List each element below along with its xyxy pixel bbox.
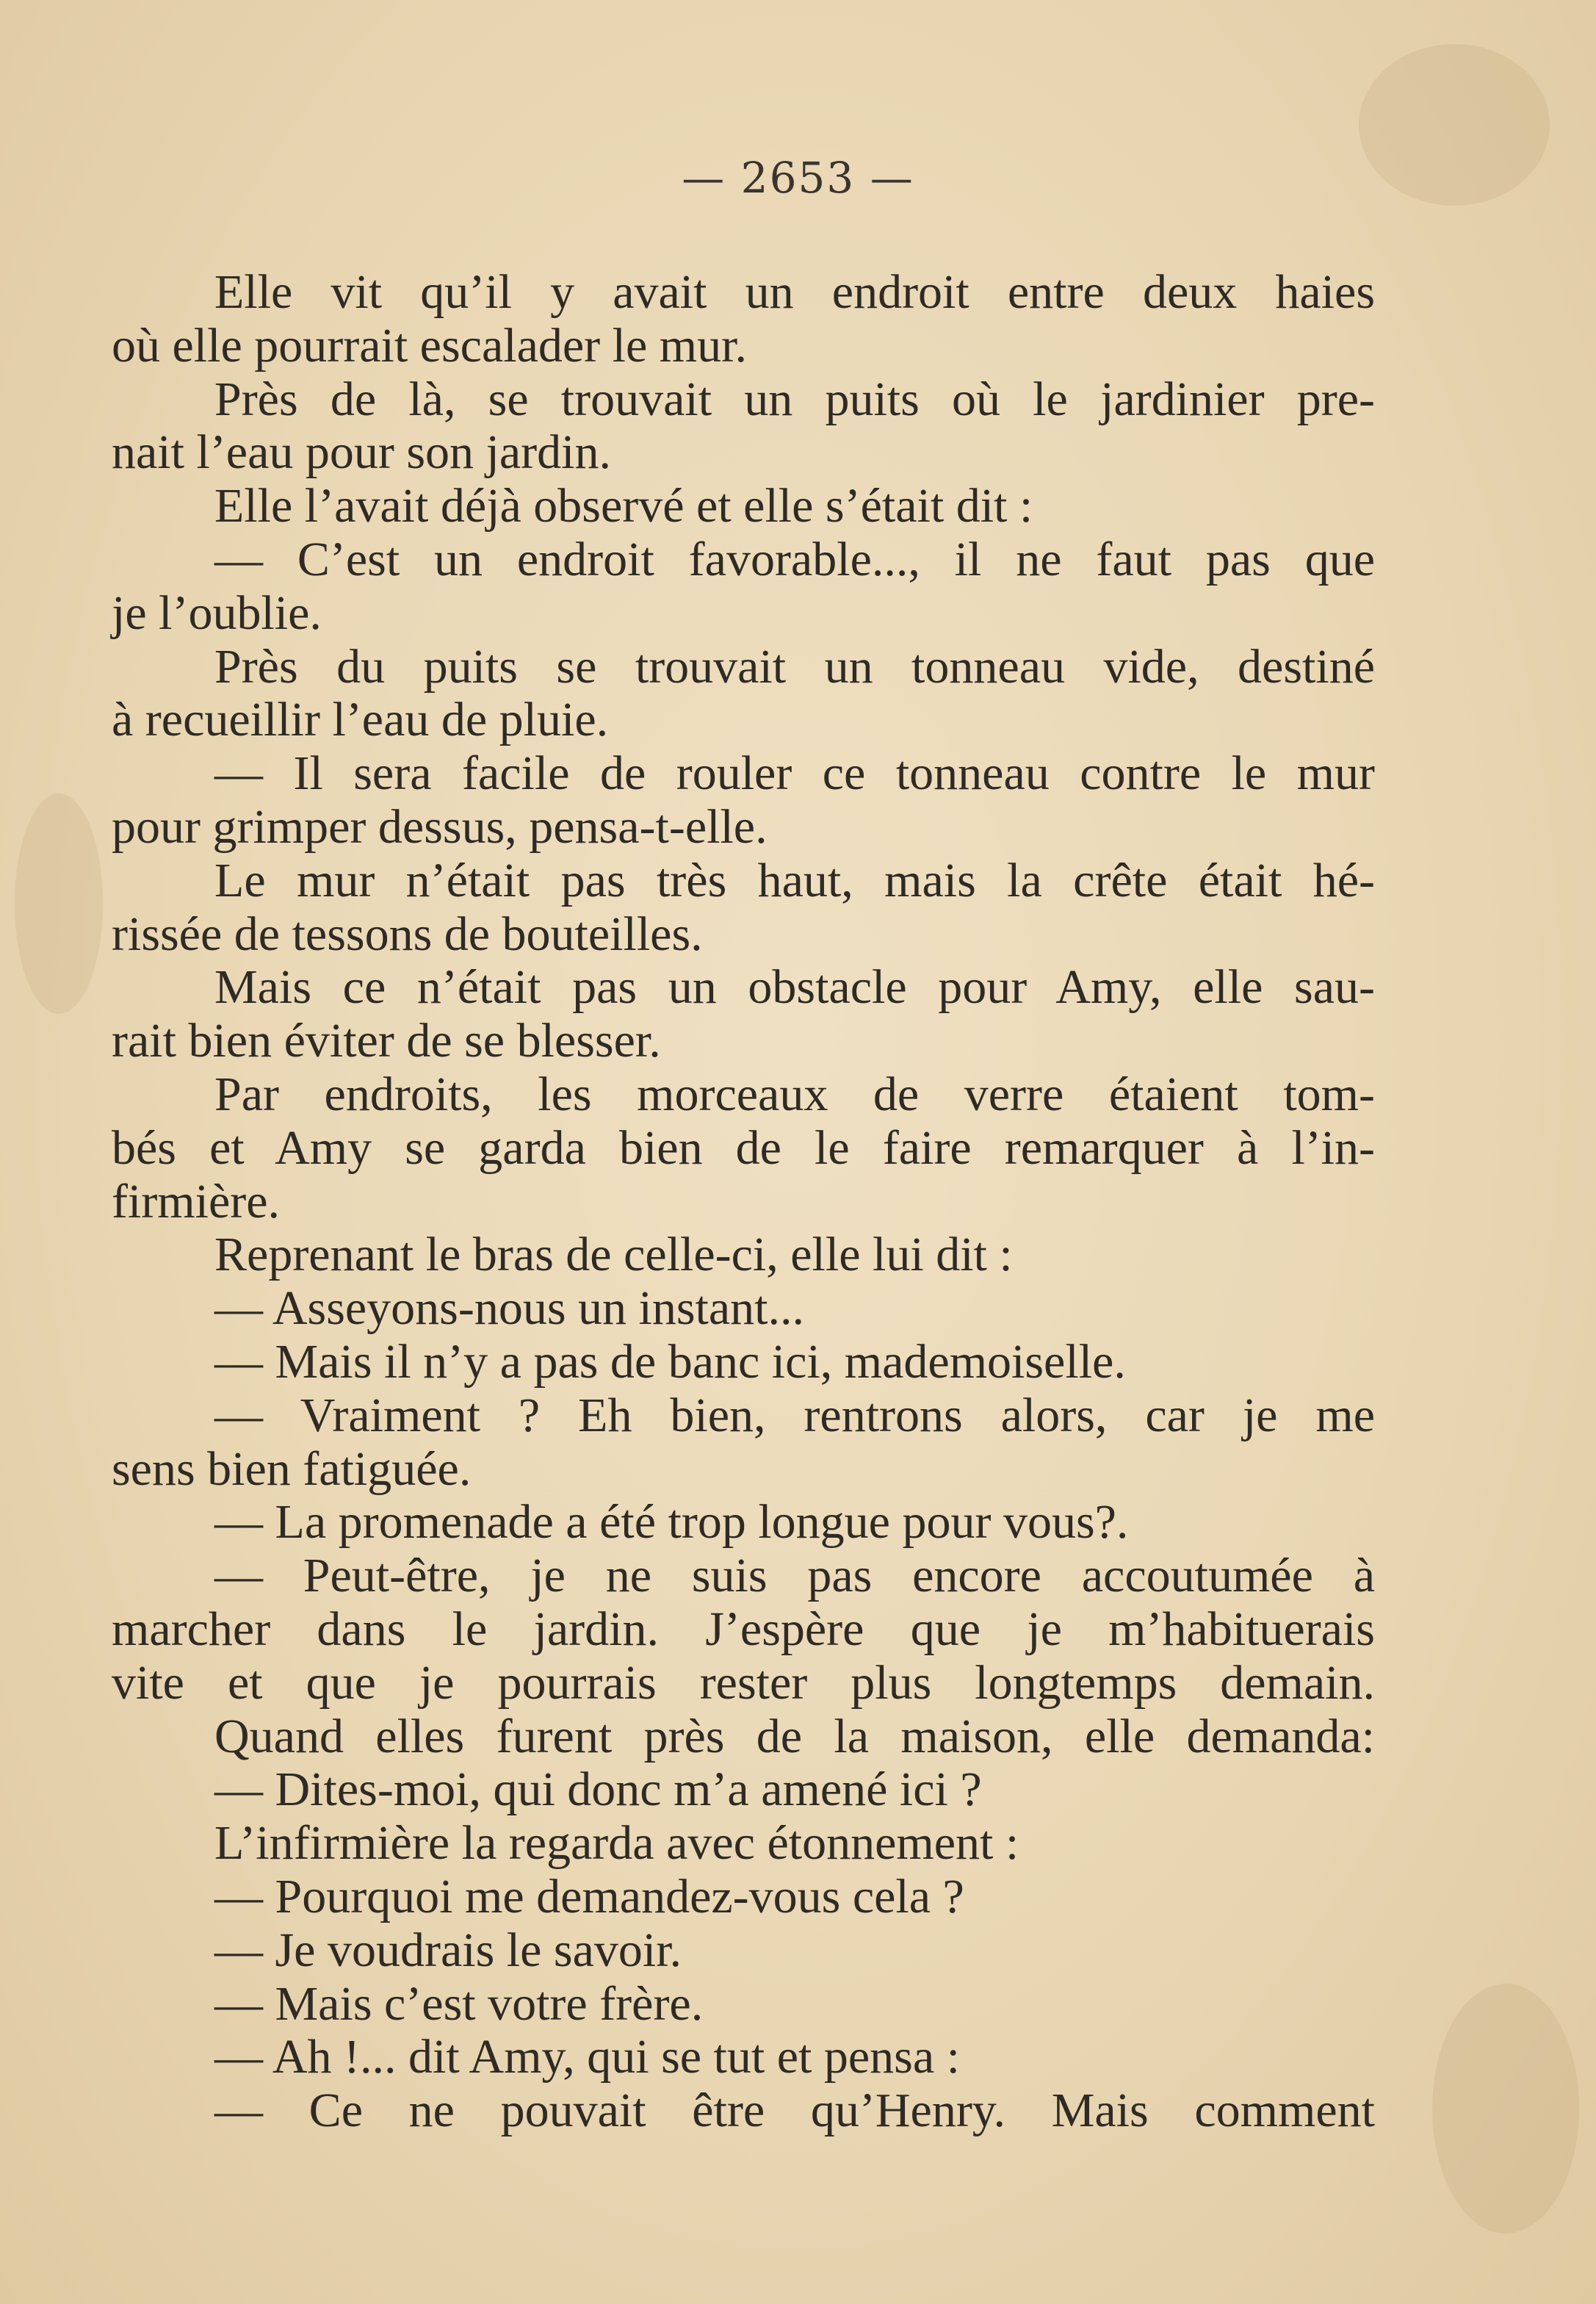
text-line: — C’est un endroit favorable..., il ne faut pas que [214, 532, 1375, 586]
text-line: — Ah !... dit Amy, qui se tut et pensa : [214, 2030, 960, 2084]
page-number: — 2653 — [682, 153, 914, 203]
text-line: — Vraiment ? Eh bien, rentrons alors, car je me [214, 1388, 1375, 1442]
paper-stain [15, 793, 103, 1014]
text-line: sens bien fatiguée. [112, 1441, 472, 1496]
text-line: Reprenant le bras de celle-ci, elle lui dit : [214, 1228, 1013, 1282]
text-line: Le mur n’était pas très haut, mais la crête était hé- [214, 853, 1375, 907]
text-line: Près du puits se trouvait un tonneau vide, destiné [214, 639, 1375, 694]
text-line: à recueillir l’eau de pluie. [112, 693, 609, 747]
text-line: — Ce ne pouvait être qu’Henry. Mais comment [214, 2084, 1375, 2138]
page-text [112, 266, 1375, 2138]
text-line: vite et que je pourrais rester plus longtemps demain. [112, 1655, 1375, 1710]
text-line: Mais ce n’était pas un obstacle pour Amy, elle sau- [214, 960, 1375, 1015]
text-line: marcher dans le jardin. J’espère que je m’habituerais [112, 1602, 1375, 1656]
text-line: firmière. [112, 1174, 281, 1228]
text-line: Par endroits, les morceaux de verre étaient tom- [214, 1067, 1375, 1121]
text-line: — Pourquoi me demandez-vous cela ? [214, 1869, 964, 1923]
text-line: L’infirmière la regarda avec étonnement : [214, 1816, 1019, 1871]
text-line: bés et Amy se garda bien de le faire remarquer à l’in- [112, 1120, 1375, 1175]
text-line: — Peut-être, je ne suis pas encore accoutumée à [214, 1549, 1375, 1603]
text-line: — La promenade a été trop longue pour vous?. [214, 1495, 1129, 1549]
paper-stain [1432, 1984, 1579, 2233]
text-line: Elle l’avait déjà observé et elle s’était dit : [214, 479, 1033, 533]
text-line: nait l’eau pour son jardin. [112, 425, 611, 480]
text-line: — Mais c’est votre frère. [214, 1976, 704, 2031]
text-line: je l’oublie. [112, 586, 322, 640]
text-line: — Dites-moi, qui donc m’a amené ici ? [214, 1763, 982, 1817]
text-line: rait bien éviter de se blesser. [112, 1014, 661, 1068]
text-line: Quand elles furent près de la maison, elle demanda: [214, 1709, 1375, 1763]
text-line: — Il sera facile de rouler ce tonneau contre le mur [214, 746, 1375, 801]
text-line: — Asseyons-nous un instant... [214, 1281, 805, 1336]
text-line: — Je voudrais le savoir. [214, 1923, 682, 1977]
text-line: Près de là, se trouvait un puits où le jardinier pre- [214, 372, 1375, 426]
text-line: Elle vit qu’il y avait un endroit entre deux haies [214, 265, 1375, 319]
text-line: rissée de tessons de bouteilles. [112, 907, 703, 961]
text-line: — Mais il n’y a pas de banc ici, mademoiselle. [214, 1334, 1126, 1389]
text-line: où elle pourrait escalader le mur. [112, 318, 747, 372]
text-line: pour grimper dessus, pensa-t-elle. [112, 799, 768, 854]
